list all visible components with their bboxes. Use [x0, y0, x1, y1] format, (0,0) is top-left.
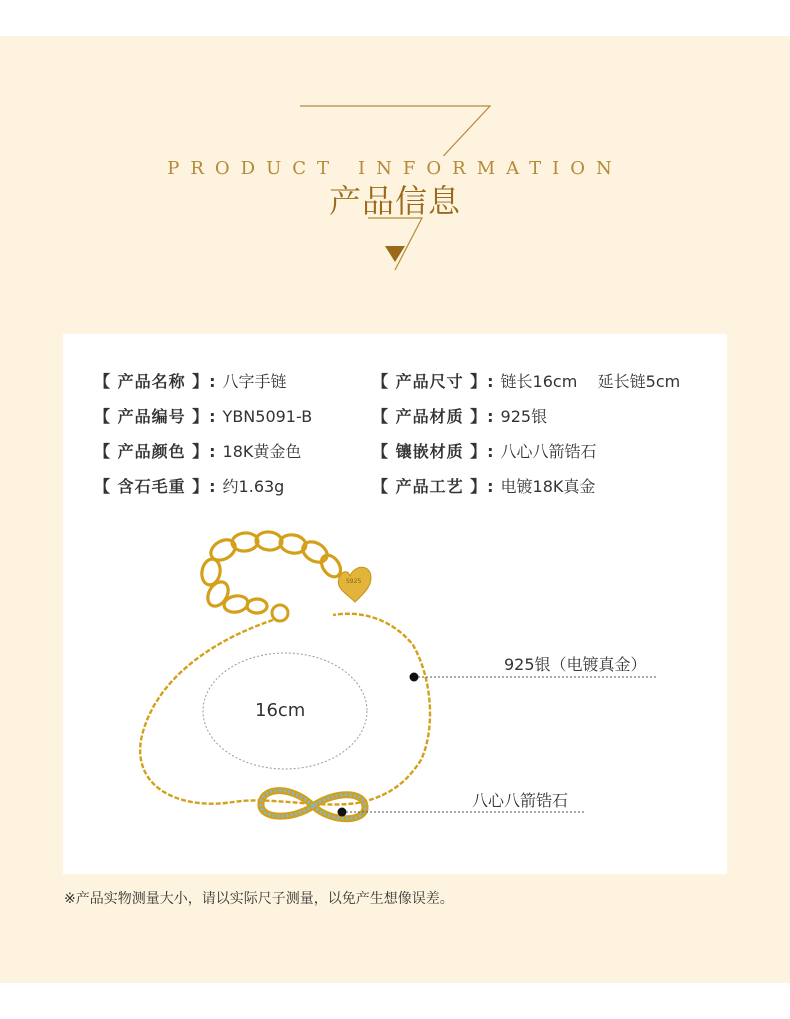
charm-stamp: S925 — [346, 578, 362, 585]
header-title-en-word-1: PRODUCT — [167, 158, 341, 179]
spec-key: 【 产品编号 】: — [94, 407, 217, 426]
spec-value: 八字手链 — [222, 372, 287, 391]
callout-stone-label: 八心八箭锆石 — [472, 791, 569, 810]
header-title-en-word-2: INFORMATION — [358, 158, 623, 179]
small-triangle-outline — [368, 218, 422, 270]
spec-weight — [94, 474, 284, 497]
wrist-size-label: 16cm — [255, 700, 306, 721]
spec-key: 【 含石毛重 】: — [94, 477, 217, 496]
spec-value: 925银 — [500, 407, 548, 426]
spec-name — [94, 369, 287, 392]
spec-code — [94, 404, 312, 427]
callout-dot-material — [410, 673, 419, 682]
spec-value: 18K黄金色 — [222, 442, 302, 461]
spec-key: 【 产品工艺 】: — [372, 477, 495, 496]
spec-value: 电镀18K真金 — [500, 477, 596, 496]
spec-size — [372, 369, 680, 392]
spec-material — [372, 404, 547, 427]
spec-inlay — [372, 439, 597, 462]
top-white-strip — [0, 0, 790, 36]
spec-key: 【 镶嵌材质 】: — [372, 442, 495, 461]
extension-chain — [200, 531, 345, 614]
spring-clasp — [272, 605, 288, 621]
spec-value: YBN5091-B — [222, 407, 313, 426]
spec-value: 链长16cm 延长链5cm — [500, 372, 681, 391]
spec-craft — [372, 474, 595, 497]
spec-color — [94, 439, 301, 462]
spec-value: 八心八箭锆石 — [500, 442, 597, 461]
spec-key: 【 产品名称 】: — [94, 372, 217, 391]
spec-value: 约1.63g — [222, 477, 285, 496]
callout-material-label: 925银（电镀真金） — [504, 655, 647, 674]
bottom-white-strip — [0, 983, 790, 1019]
bracelet-illustration — [63, 520, 727, 874]
spec-key: 【 产品尺寸 】: — [372, 372, 495, 391]
callout-dot-stone — [338, 808, 347, 817]
solid-triangle-icon — [385, 246, 405, 262]
spec-key: 【 产品材质 】: — [372, 407, 495, 426]
header-title-cn: 产品信息 — [328, 182, 461, 220]
measurement-note: ※产品实物测量大小，请以实际尺子测量，以免产生想像误差。 — [64, 891, 454, 907]
spec-key: 【 产品颜色 】: — [94, 442, 217, 461]
